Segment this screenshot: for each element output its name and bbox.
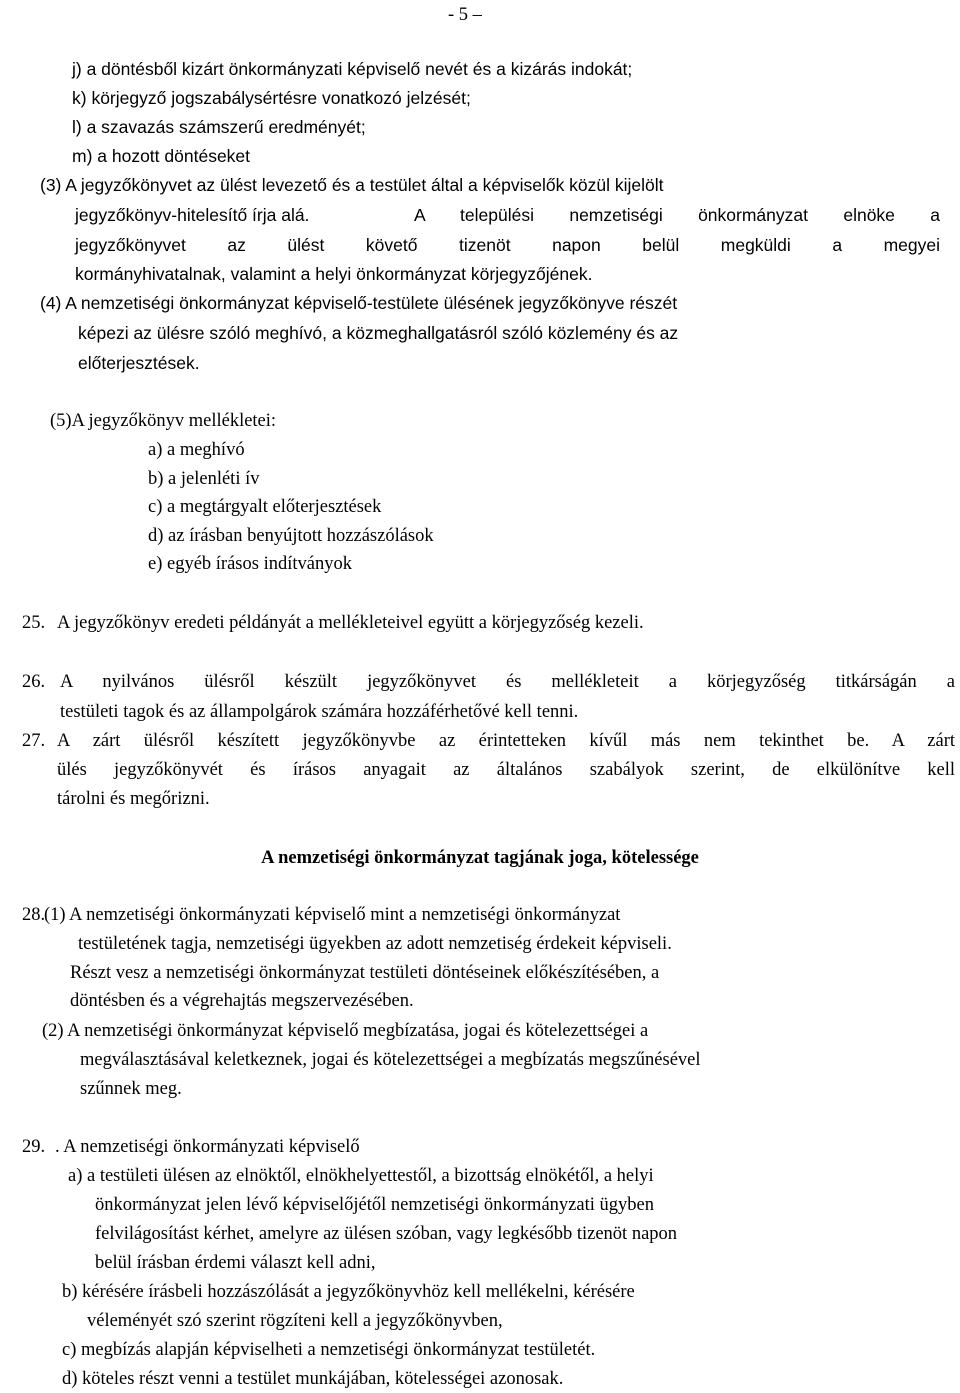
section-28-line-4: döntésben és a végrehajtás megszervezésében. bbox=[70, 991, 414, 1011]
section-28-number: 28. bbox=[22, 905, 46, 925]
section-29-c-line-1: c) megbízás alapján képviselheti a nemzetiségi önkormányzat testületét. bbox=[62, 1340, 596, 1360]
paragraph-3-line-3: jegyzőkönyvet az ülést követő tizenöt napon belül megküldi a megyei bbox=[75, 235, 940, 255]
section-28-p2-line-1: (2) A nemzetiségi önkormányzat képviselő megbízatása, jogai és kötelezettségei a bbox=[42, 1021, 649, 1041]
section-26-line-1: A nyilvános ülésről készült jegyzőkönyvet és mellékleteit a körjegyzőség titkárságán a bbox=[60, 672, 955, 692]
paragraph-4-line-1: (4) A nemzetiségi önkormányzat képviselő-testülete ülésének jegyzőkönyve részét bbox=[40, 293, 678, 313]
list-item-m: m) a hozott döntéseket bbox=[72, 146, 251, 166]
paragraph-4-line-3: előterjesztések. bbox=[78, 353, 200, 373]
section-29-d-line-1: d) köteles részt venni a testület munkájában, kötelességei azonosak. bbox=[62, 1369, 564, 1389]
paragraph-3-line-2b: A települési nemzetiségi önkormányzat elnöke a bbox=[414, 205, 940, 225]
section-25-number: 25. bbox=[22, 613, 46, 633]
paragraph-4-line-2: képezi az ülésre szóló meghívó, a közmeghallgatásról szóló közlemény és az bbox=[78, 323, 679, 343]
section-26-number: 26. bbox=[22, 672, 46, 692]
section-28-p2-line-2: megválasztásával keletkeznek, jogai és kötelezettségei a megbízatás megszűnésével bbox=[80, 1050, 701, 1070]
section-heading: A nemzetiségi önkormányzat tagjának joga, kötelessége bbox=[261, 848, 699, 868]
section-28-line-3: Részt vesz a nemzetiségi önkormányzat testületi döntéseinek előkészítésében, a bbox=[70, 963, 660, 983]
section-29-b-line-1: b) kérésére írásbeli hozzászólását a jegyzőkönyvhöz kell mellékelni, kérésére bbox=[62, 1282, 635, 1302]
section-27-number: 27. bbox=[22, 731, 46, 751]
section-27-line-3: tárolni és megőrizni. bbox=[57, 789, 210, 809]
attachment-item: b) a jelenléti ív bbox=[148, 469, 260, 489]
list-item-j: j) a döntésből kizárt önkormányzati képviselő nevét és a kizárás indokát; bbox=[72, 59, 633, 79]
attachment-item: c) a megtárgyalt előterjesztések bbox=[148, 497, 382, 517]
section-29-b-line-2: véleményét szó szerint rögzíteni kell a jegyzőkönyvben, bbox=[87, 1311, 503, 1331]
section-29-a-line-2: önkormányzat jelen lévő képviselőjétől nemzetiségi önkormányzati ügyben bbox=[95, 1195, 654, 1215]
section-25-text: A jegyzőkönyv eredeti példányát a mellékleteivel együtt a körjegyzőség kezeli. bbox=[57, 613, 644, 633]
attachment-item: e) egyéb írásos indítványok bbox=[148, 554, 352, 574]
paragraph-3-line-4: kormányhivatalnak, valamint a helyi önkormányzat körjegyzőjének. bbox=[75, 264, 593, 284]
paragraph-3-line-2a: jegyzőkönyv-hitelesítő írja alá. bbox=[75, 205, 310, 225]
attachment-item: a) a meghívó bbox=[148, 440, 245, 460]
paragraph-3-line-1: (3) A jegyzőkönyvet az ülést levezető és a testület által a képviselők közül kijelölt bbox=[40, 175, 664, 195]
section-29-a-line-1: a) a testületi ülésen az elnöktől, elnökhelyettestől, a bizottság elnökétől, a helyi bbox=[68, 1166, 654, 1186]
section-26-line-2: testületi tagok és az állampolgárok számára hozzáférhetővé kell tenni. bbox=[60, 702, 579, 722]
page-number: - 5 – bbox=[448, 5, 482, 25]
section-27-line-1: A zárt ülésről készített jegyzőkönyvbe az érintetteken kívűl más nem tekinthet be. A zárt bbox=[57, 731, 955, 751]
list-item-k: k) körjegyző jogszabálysértésre vonatkozó jelzését; bbox=[72, 88, 471, 108]
section-28-line-2: testületének tagja, nemzetiségi ügyekben az adott nemzetiség érdekeit képviseli. bbox=[78, 934, 672, 954]
section-27-line-2: ülés jegyzőkönyvét és írásos anyagait az általános szabályok szerint, de elkülönítve kell bbox=[57, 760, 955, 780]
attachment-item: d) az írásban benyújtott hozzászólások bbox=[148, 526, 434, 546]
section-29-intro: . A nemzetiségi önkormányzati képviselő bbox=[55, 1137, 360, 1157]
section-29-number: 29. bbox=[22, 1137, 46, 1157]
list-item-l: l) a szavazás számszerű eredményét; bbox=[72, 117, 366, 137]
section-29-a-line-4: belül írásban érdemi választ kell adni, bbox=[95, 1253, 376, 1273]
section-29-a-line-3: felvilágosítást kérhet, amelyre az ülésen szóban, vagy legkésőbb tizenöt napon bbox=[95, 1224, 678, 1244]
section-28-line-1: (1) A nemzetiségi önkormányzati képviselő mint a nemzetiségi önkormányzat bbox=[44, 905, 621, 925]
attachments-title: (5)A jegyzőkönyv mellékletei: bbox=[50, 411, 277, 431]
section-28-p2-line-3: szűnnek meg. bbox=[80, 1079, 182, 1099]
